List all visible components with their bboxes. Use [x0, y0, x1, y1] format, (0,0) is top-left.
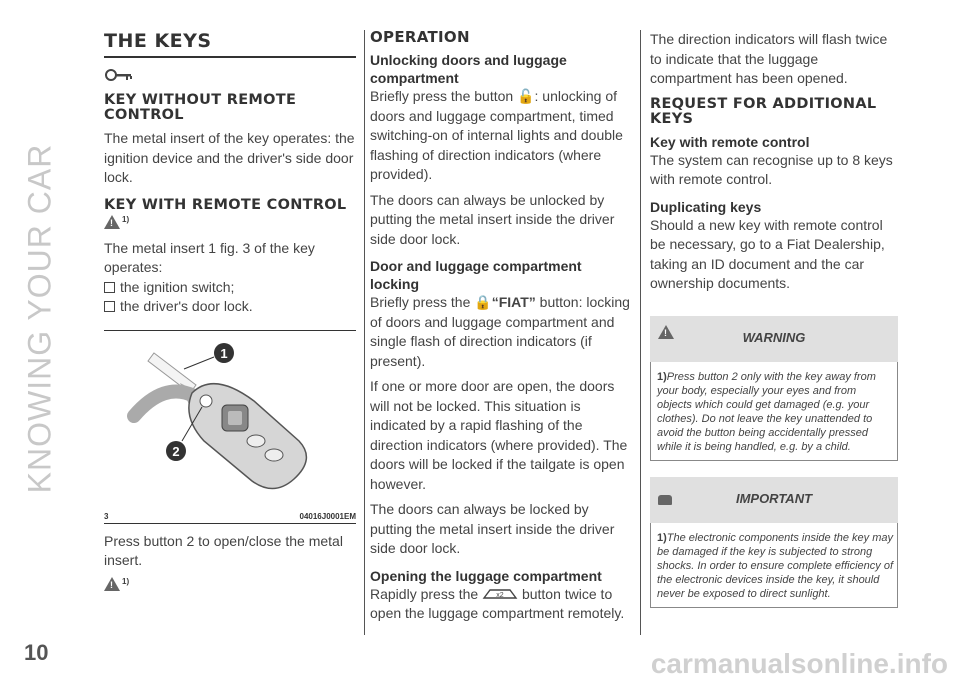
paragraph: Briefly press the 🔒“FIAT” button: locking of doors and luggage compartment and single flash of direction indicators (if present).: [370, 294, 630, 369]
key-illustration: [104, 331, 356, 506]
paragraph: Briefly press the button 🔓: unlocking of doors and luggage compartment, timed switching-on of internal lights and double flashing of direction indicators (where provided).: [370, 88, 623, 182]
svg-text:x2: x2: [496, 591, 504, 599]
column-3: [650, 30, 898, 608]
lock-icon: 🔒: [470, 294, 492, 310]
column-divider: [364, 30, 365, 635]
warning-title: WARNING: [742, 329, 806, 345]
column-2: [370, 30, 632, 624]
paragraph: The doors can always be unlocked by putting the metal insert inside the driver side door lock.: [370, 191, 615, 247]
heading-operation: OPERATION: [370, 28, 470, 46]
column-divider: [640, 30, 641, 635]
section-title: THE KEYS: [104, 30, 356, 58]
important-title: IMPORTANT: [735, 490, 813, 506]
warning-icon: !: [104, 577, 120, 591]
paragraph: The doors can always be locked by putting the metal insert inside the driver side door lock.: [370, 501, 615, 556]
warning-text: 1)Press button 2 only with the key away from your body, especially your eyes and from objects which could get damaged (e.g. your clothes). Do not leave the key unattended to avoid the button being accidentally pressed while it is being handled, e.g. by a child.: [650, 362, 898, 461]
paragraph: The direction indicators will flash twice to indicate that the luggage compartment has been opened.: [650, 31, 888, 86]
paragraph: The metal insert 1 fig. 3 of the key operates:: [104, 239, 315, 275]
paragraph: Rapidly press the x2 button twice to open the luggage compartment remotely.: [370, 585, 625, 621]
paragraph: Press button 2 to open/close the metal insert.: [104, 532, 343, 568]
callout-1: 1: [220, 345, 228, 361]
page-number: 10: [24, 640, 49, 665]
heading-key-without-remote: KEY WITHOUT REMOTE CONTROL: [104, 92, 297, 123]
watermark: carmanualsonline.info: [650, 648, 948, 679]
warning-reference: ! 1): [104, 577, 356, 599]
heading-request-keys: REQUEST FOR ADDITIONAL KEYS: [650, 95, 877, 127]
unlock-icon: 🔓: [513, 88, 535, 104]
trunk-icon: [482, 587, 518, 601]
paragraph: The metal insert of the key operates: the ignition device and the driver's side door lock.: [104, 130, 355, 185]
subheading: Duplicating keys: [650, 198, 762, 215]
bullet-box-icon: [104, 282, 115, 293]
paragraph: If one or more door are open, the doors will not be locked. This situation is indicated by a rapid flashing of the direction indicators (where provided). The doors will be locked if the tailgate is open however.: [370, 378, 628, 492]
section-side-label: KNOWING YOUR CAR: [21, 143, 58, 494]
paragraph: The system can recognise up to 8 keys with remote control.: [650, 151, 893, 187]
list-item: the ignition switch;: [104, 278, 356, 297]
subheading: Key with remote control: [650, 133, 810, 150]
heading-key-with-remote: KEY WITH REMOTE CONTROL: [104, 196, 347, 213]
warning-icon: !: [658, 325, 674, 339]
figure-3: [104, 330, 356, 524]
bullet-box-icon: [104, 301, 115, 312]
key-icon: [104, 66, 356, 87]
warning-panel: [650, 316, 898, 461]
paragraph: Should a new key with remote control be necessary, go to a Fiat Dealership, taking an ID document and the car ownership documents.: [650, 216, 885, 291]
subheading: Unlocking doors and luggage compartment: [370, 52, 567, 86]
figure-caption: 3 04016J0001EM: [104, 511, 356, 521]
warning-icon: !: [104, 215, 120, 229]
important-text: 1)The electronic components inside the key may be damaged if the key is subjected to strong shocks. In order to ensure complete efficiency of the electronic devices inside the key, it should never be exposed to direct sunlight.: [650, 523, 898, 608]
subheading: Opening the luggage compartment: [370, 567, 602, 584]
warning-reference: ! 1): [104, 215, 356, 237]
important-panel: [650, 477, 898, 608]
subheading: Door and luggage compartment locking: [370, 258, 582, 292]
column-1: [104, 30, 356, 601]
list-item: the driver's door lock.: [104, 297, 356, 316]
callout-2: 2: [172, 443, 180, 459]
